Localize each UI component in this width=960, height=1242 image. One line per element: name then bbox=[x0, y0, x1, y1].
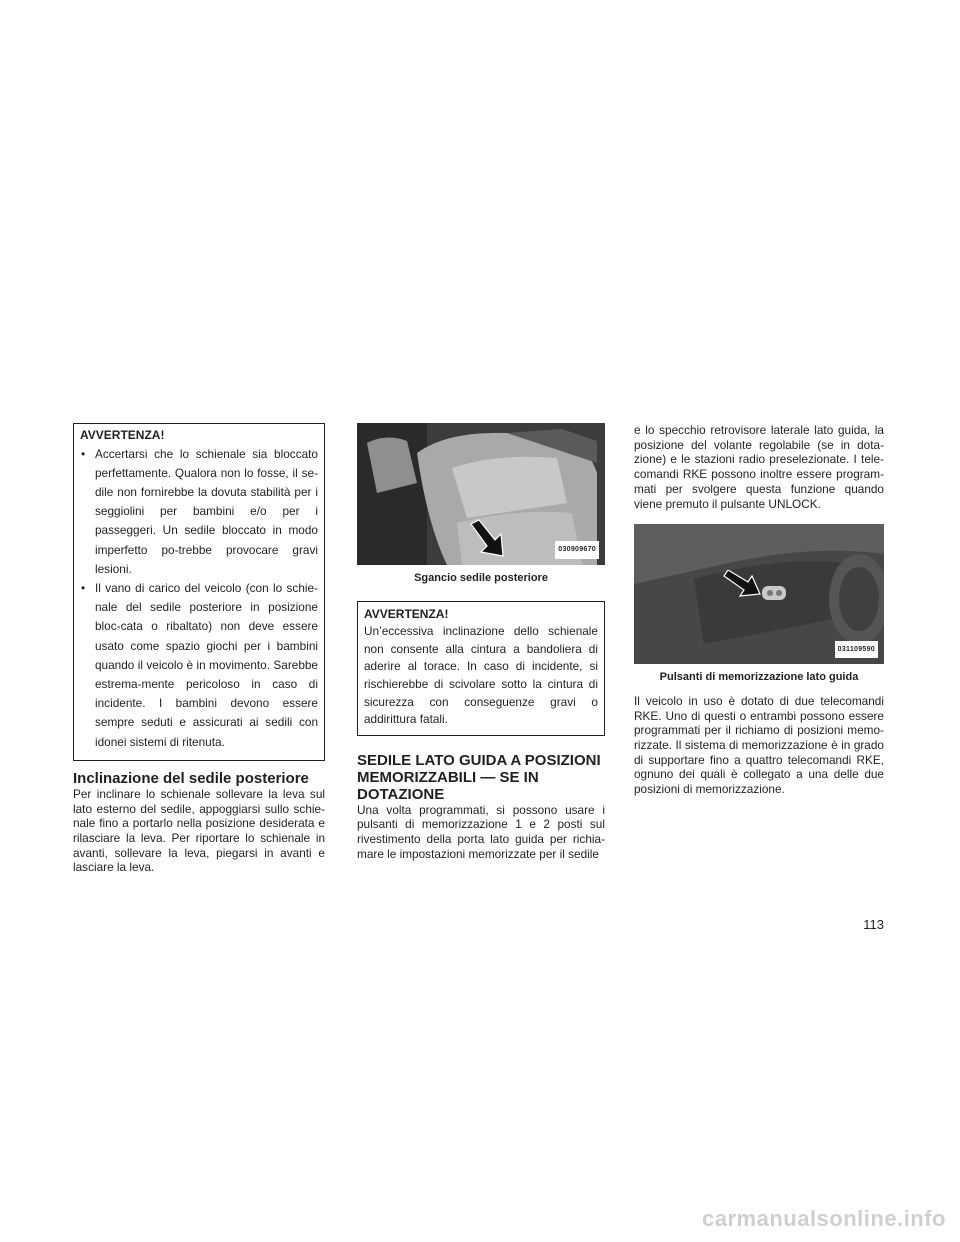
warning-box bbox=[73, 423, 325, 761]
paragraph-2: Una volta programmati, si possono usare i pulsanti di memorizzazione 1 e 2 posti sul rivestimento della porta lato guida per richia-mare le impostazioni memorizzate per il sedile bbox=[357, 802, 605, 861]
heading-line-1: SEDILE LATO GUIDA A POSIZIONI bbox=[357, 751, 601, 769]
paragraph: Per inclinare lo schienale sollevare la leva sul lato esterno del sedile, appoggiarsi sullo schie-nale fino a portarlo nella posizione desiderata e rilasciare la leva. Per riportare lo schienale in avanti, sollevare la leva, piegarsi in avanti e lasciare la leva. bbox=[73, 786, 325, 875]
left-column bbox=[73, 423, 325, 875]
middle-column bbox=[357, 423, 605, 862]
figure-caption: Sgancio sedile posteriore bbox=[414, 572, 548, 584]
warning-title: AVVERTENZA! bbox=[80, 428, 165, 442]
figure-caption: Pulsanti di memorizzazione lato guida bbox=[659, 671, 859, 684]
warning-list bbox=[80, 445, 318, 752]
paragraph-3: e lo specchio retrovisore laterale lato guida, la posizione del volante regolabile (se in dota-zione) e le stazioni radio preselezionate. I tele-comandi RKE possono inoltre essere program-mati per svolgere questa funzione quando viene premuto il pulsante UNLOCK. bbox=[634, 423, 884, 511]
warning-bullet: • Il vano di carico del veicolo (con lo schie-nale del sedile posteriore in posizione bloc-cata o ribaltato) non deve essere usato come spazio giochi per i bambini quando il veicolo è in movimento. Sarebbe estrema-mente pericoloso in caso di incidente. I bambini devono essere sempre seduti e assicurati ai sedili con idonei sistemi di ritenuta. bbox=[80, 579, 318, 752]
arrow-icon bbox=[467, 518, 507, 558]
warning-title-2: AVVERTENZA! bbox=[364, 606, 449, 621]
arrow-icon bbox=[722, 570, 762, 600]
figure-code: 031109590 bbox=[835, 641, 878, 659]
page-number: 113 bbox=[863, 917, 884, 932]
right-column bbox=[634, 423, 884, 797]
section-heading: Inclinazione del sedile posteriore bbox=[73, 769, 309, 787]
door-panel-figure bbox=[634, 524, 884, 664]
rear-seat-figure bbox=[357, 423, 605, 565]
heading-line-2: MEMORIZZABILI — SE IN DOTAZIONE bbox=[357, 768, 539, 803]
warning-box-2 bbox=[357, 601, 605, 736]
warning-text: Un’eccessiva inclinazione dello schienale non consente alla cintura a bandoliera di aderire al torace. In caso di incidente, si rischierebbe di scivolare sotto la cintura di sicurezza con conseguenze gravi o addirittura fatali. bbox=[364, 624, 598, 727]
watermark: carmanualsonline.info bbox=[702, 1206, 946, 1231]
warning-bullet: • Accertarsi che lo schienale sia bloccato perfettamente. Qualora non lo fosse, il se-dile non fornirebbe la dovuta stabilità per i seggiolini per bambini e/o per i passeggeri. Un sedile bloccato in modo imperfetto po-trebbe provocare gravi lesioni. bbox=[80, 445, 318, 579]
paragraph-4: Il veicolo in uso è dotato di due telecomandi RKE. Uno di questi o entrambi possono essere programmati per il richiamo di posizioni memo-rizzate. Il sistema di memorizzazione è in grado di supportare fino a quattro telecomandi RKE, ognuno dei quali è collegato a una delle due posizioni di memorizzazione. bbox=[634, 693, 884, 797]
figure-code: 030909670 bbox=[555, 541, 599, 559]
section-heading-2 bbox=[357, 752, 605, 803]
